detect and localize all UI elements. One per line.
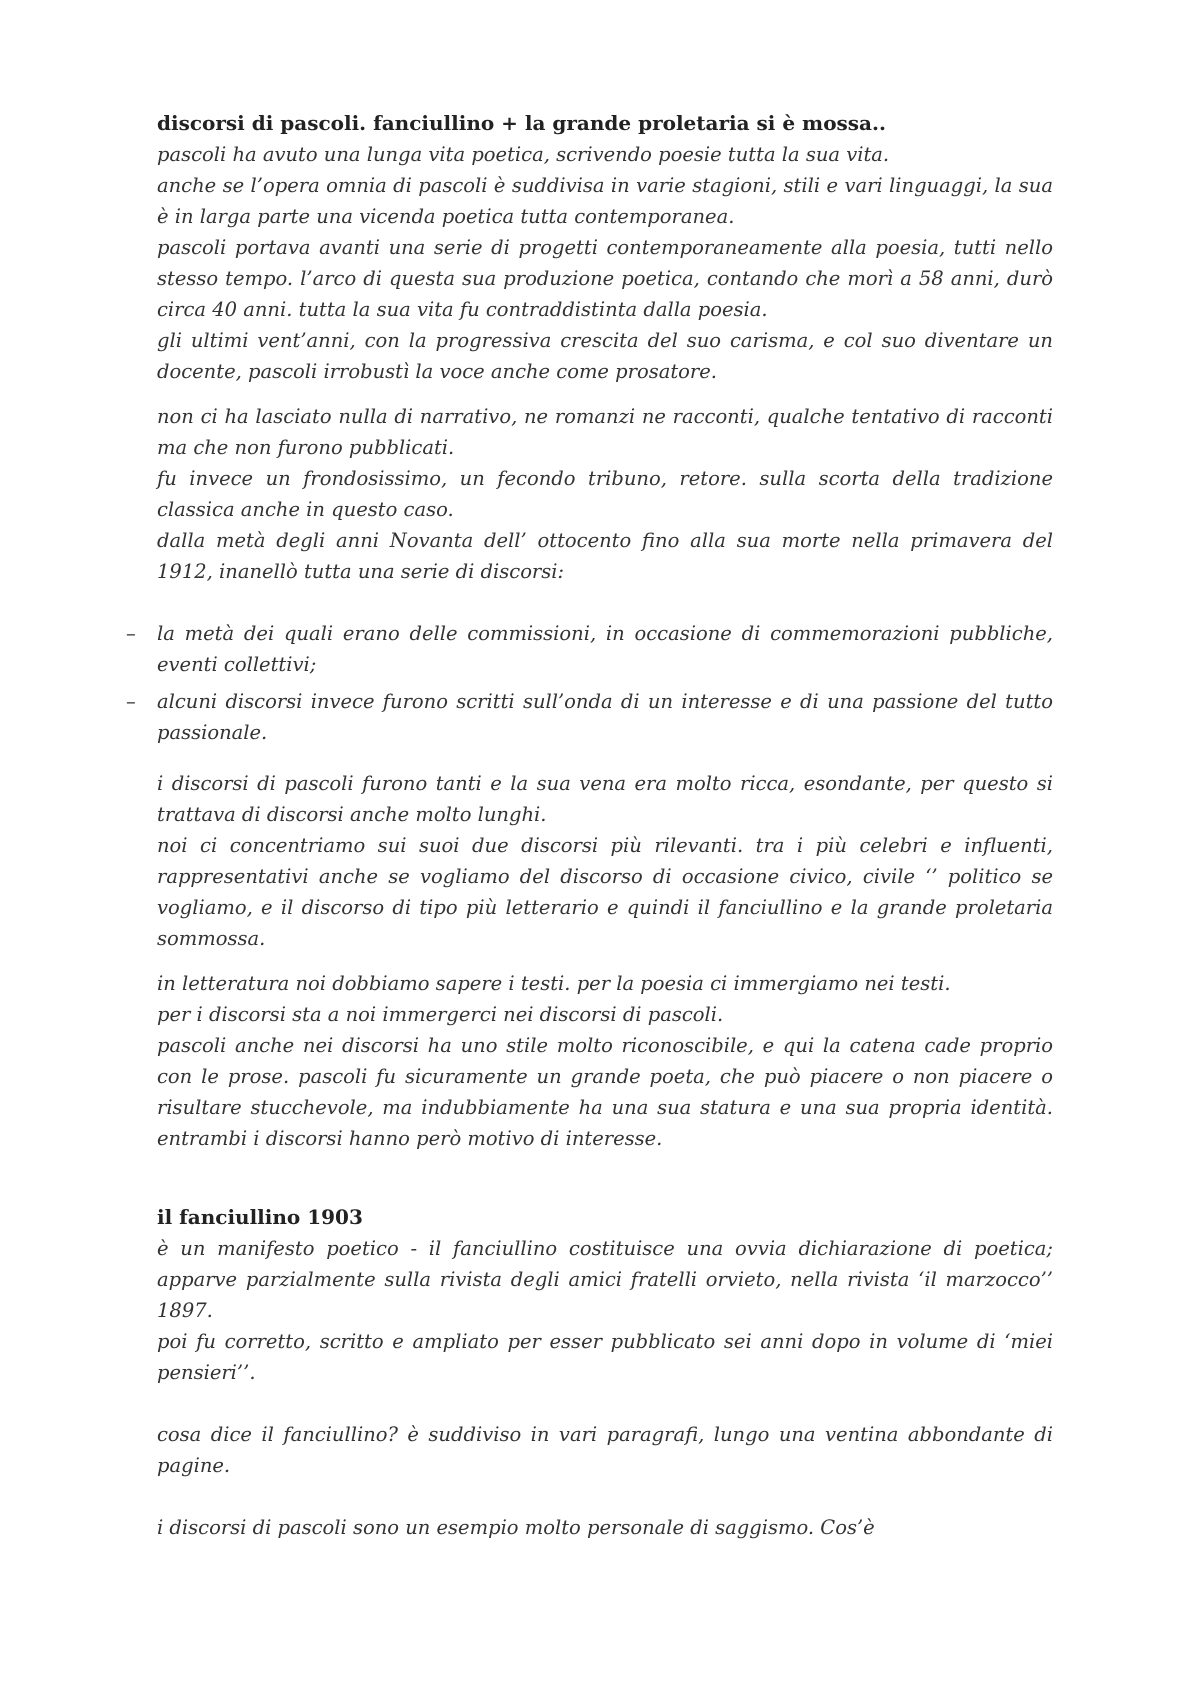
list-item-text: la metà dei quali erano delle commissioni, in occasione di commemorazioni pubbliche, eventi collettivi; (157, 622, 1053, 676)
bullet-list (126, 618, 1053, 748)
list-item-text: alcuni discorsi invece furono scritti sull’onda di un interesse e di una passione del tutto passionale. (157, 690, 1053, 744)
paragraph: pascoli anche nei discorsi ha uno stile molto riconoscibile, e qui la catena cade proprio con le prose. pascoli fu sicuramente un grande poeta, che può piacere o non piacere o risultare stucchevole, ma indubbiamente ha una sua statura e una sua propria identità. entrambi i discorsi hanno però motivo di interesse. (157, 1034, 1053, 1150)
list-item (126, 618, 1053, 680)
paragraph: è un manifesto poetico - il fanciullino costituisce una ovvia dichiarazione di poetica; apparve parzialmente sulla rivista degli amici fratelli orvieto, nella rivista ‘il marzocco’’ 1897. (157, 1237, 1053, 1322)
paragraph: in letteratura noi dobbiamo sapere i testi. per la poesia ci immergiamo nei testi. (157, 972, 951, 995)
paragraph: fu invece un frondosissimo, un fecondo tribuno, retore. sulla scorta della tradizione classica anche in questo caso. (157, 467, 1053, 521)
dash-bullet: – (126, 622, 136, 645)
paragraph: per i discorsi sta a noi immergerci nei discorsi di pascoli. (157, 1003, 724, 1026)
paragraph: cosa dice il fanciullino? è suddiviso in vari paragrafi, lungo una ventina abbondante di pagine. (157, 1423, 1053, 1477)
paragraph: pascoli ha avuto una lunga vita poetica, scrivendo poesie tutta la sua vita. (157, 143, 890, 166)
paragraph: poi fu corretto, scritto e ampliato per esser pubblicato sei anni dopo in volume di ‘miei pensieri’’. (157, 1330, 1053, 1384)
dash-bullet: – (126, 690, 136, 713)
section-title: il fanciullino 1903 (157, 1205, 363, 1229)
paragraph: pascoli portava avanti una serie di progetti contemporaneamente alla poesia, tutti nello stesso tempo. l’arco di questa sua produzione poetica, contando che morì a 58 anni, durò circa 40 anni. tutta la sua vita fu contraddistinta dalla poesia. (157, 236, 1053, 321)
list-item (126, 686, 1053, 748)
paragraph: dalla metà degli anni Novanta dell’ ottocento fino alla sua morte nella primavera del 1912, inanellò tutta una serie di discorsi: (157, 529, 1053, 583)
paragraph: i discorsi di pascoli furono tanti e la sua vena era molto ricca, esondante, per questo si trattava di discorsi anche molto lunghi. (157, 772, 1053, 826)
paragraph: non ci ha lasciato nulla di narrativo, ne romanzi ne racconti, qualche tentativo di racconti ma che non furono pubblicati. (157, 405, 1053, 459)
section-title: discorsi di pascoli. fanciullino + la grande proletaria si è mossa.. (157, 111, 886, 135)
section-fanciullino (157, 1202, 1053, 1543)
section-discorsi (126, 108, 1053, 1154)
paragraph: i discorsi di pascoli sono un esempio molto personale di saggismo. Cos’è (157, 1516, 875, 1539)
paragraph: gli ultimi vent’anni, con la progressiva crescita del suo carisma, e col suo diventare un docente, pascoli irrobustì la voce anche come prosatore. (157, 329, 1053, 383)
paragraph: anche se l’opera omnia di pascoli è suddivisa in varie stagioni, stili e vari linguaggi, la sua è in larga parte una vicenda poetica tutta contemporanea. (157, 174, 1053, 228)
paragraph: noi ci concentriamo sui suoi due discorsi più rilevanti. tra i più celebri e influenti, rappresentativi anche se vogliamo del discorso di occasione civico, civile ‘’ politico se vogliamo, e il discorso di tipo più letterario e quindi il fanciullino e la grande proletaria sommossa. (157, 834, 1053, 950)
